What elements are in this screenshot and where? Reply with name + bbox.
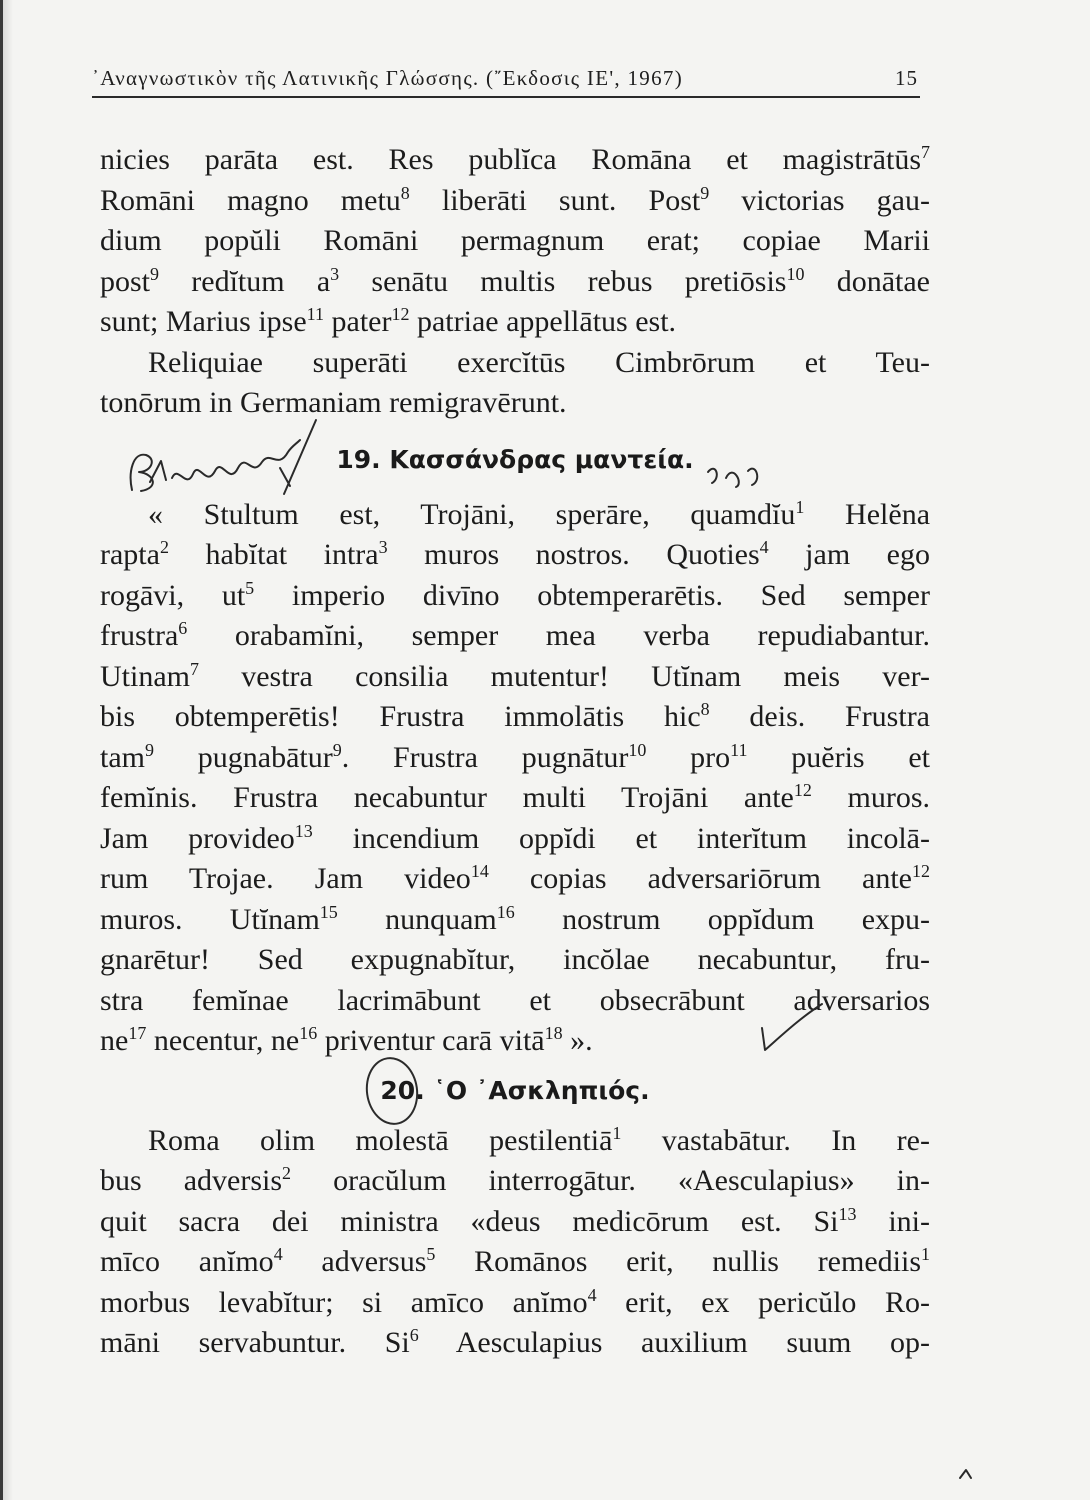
text-line	[100, 1021, 930, 1062]
text-run: vestra consilia mutentur! Utĭnam meis ver-	[199, 659, 930, 693]
text-line	[100, 221, 930, 262]
footnote-marker: 16	[299, 1023, 318, 1044]
text-line	[100, 859, 930, 900]
paragraph	[100, 1121, 930, 1364]
footnote-marker: 2	[159, 537, 169, 558]
text-run: frustra	[100, 619, 179, 652]
footnote-marker: 15	[319, 901, 338, 922]
text-run: habĭtat intra	[168, 538, 379, 571]
text-run: nostrum oppĭdum expu-	[514, 902, 930, 936]
text-line	[100, 343, 930, 384]
text-run: « Stultum est, Trojāni, sperāre, quamdĭu	[148, 497, 796, 531]
footnote-marker: 11	[730, 739, 748, 760]
footnote-marker: 10	[786, 263, 805, 284]
text-run: necentur, ne	[146, 1024, 300, 1057]
text-line	[100, 1202, 930, 1243]
text-run: redĭtum a	[159, 264, 331, 298]
footnote-marker: 10	[628, 739, 647, 760]
text-run: erit, ex pericŭlo Ro-	[596, 1285, 930, 1319]
text-run: dium popŭli Romāni permagnum erat; copiae Marii	[100, 224, 930, 257]
text-line	[100, 1323, 930, 1364]
text-run: gnarētur! Sed expugnabĭtur, incŏlae necabuntur, fru-	[100, 943, 930, 976]
footnote-marker: 17	[128, 1023, 147, 1044]
footnote-marker: 8	[700, 699, 710, 720]
text-run: māni servabuntur. Si	[100, 1326, 410, 1359]
text-line	[100, 616, 930, 657]
text-run: oracŭlum interrogātur. «Aesculapius» in-	[291, 1164, 930, 1197]
text-line	[100, 940, 930, 981]
section-heading	[100, 440, 930, 480]
text-run: donātae	[804, 264, 930, 298]
footnote-marker: 4	[273, 1244, 283, 1265]
text-line	[100, 981, 930, 1022]
text-run: sunt; Marius ipse	[100, 305, 307, 338]
text-run: . Frustra pugnātur	[341, 740, 629, 774]
text-run: adversus	[282, 1245, 427, 1278]
footnote-marker: 18	[544, 1023, 563, 1044]
text-run: bus adversis	[100, 1164, 283, 1197]
text-run: ».	[562, 1024, 593, 1057]
text-run: tonōrum in Germaniam remigravērunt.	[100, 386, 567, 419]
text-run: muros.	[811, 781, 930, 814]
text-run: tam	[100, 740, 145, 774]
paragraph	[100, 495, 930, 1062]
footnote-marker: 5	[426, 1244, 436, 1265]
section-heading	[100, 1071, 930, 1111]
text-line	[100, 1242, 930, 1283]
text-run: quit sacra dei ministra «deus medicōrum est. Si	[100, 1204, 839, 1238]
text-run: femĭnis. Frustra necabuntur multi Trojāni ante	[100, 781, 794, 814]
text-line	[100, 181, 930, 222]
text-run: morbus levabĭtur; si amīco anĭmo	[100, 1285, 588, 1319]
text-run: rapta	[100, 538, 160, 571]
text-line	[100, 657, 930, 698]
paragraph	[100, 343, 930, 424]
paragraph	[100, 140, 930, 343]
section-title: Κασσάνδρας μαντεία.	[389, 444, 694, 474]
text-run: nicies parāta est. Res publĭca Romāna et magistrātūs	[100, 143, 921, 176]
text-run: muros nostros. Quoties	[387, 538, 760, 571]
footnote-marker: 1	[921, 1244, 930, 1265]
text-line	[100, 1121, 930, 1162]
footnote-marker: 5	[245, 577, 255, 598]
footnote-marker: 4	[759, 537, 769, 558]
text-run: Jam provideo	[100, 821, 295, 855]
footnote-marker: 1	[612, 1122, 622, 1143]
page-binding-shadow	[3, 0, 13, 1500]
text-run: puĕris et	[747, 740, 930, 774]
section	[100, 440, 930, 1062]
section	[100, 140, 930, 424]
footnote-marker: 2	[282, 1163, 292, 1184]
text-run: Roma olim molestā pestilentiā	[148, 1123, 613, 1157]
text-run: copias adversariōrum ante	[488, 862, 912, 895]
text-run: Helĕna	[804, 497, 930, 531]
text-line	[100, 495, 930, 536]
text-run: pro	[646, 740, 731, 774]
footnote-marker: 12	[912, 861, 930, 882]
section-number: 20.	[380, 1071, 424, 1111]
text-run: senātu multis rebus pretiōsis	[339, 264, 787, 298]
footnote-marker: 3	[378, 537, 388, 558]
text-run: Romānos erit, nullis remediis	[435, 1245, 921, 1278]
text-line	[100, 1161, 930, 1202]
footnote-marker: 6	[409, 1325, 419, 1346]
footnote-marker: 9	[332, 739, 342, 760]
text-run: pater	[324, 305, 392, 338]
text-run: muros. Utĭnam	[100, 902, 320, 936]
text-line	[100, 262, 930, 303]
text-run: Reliquiae superāti exercĭtūs Cimbrōrum et Teu-	[148, 345, 930, 379]
text-run: jam ego	[768, 538, 930, 571]
handwritten-stray-mark	[960, 1470, 971, 1478]
footnote-marker: 7	[921, 142, 930, 163]
text-run: rogāvi, ut	[100, 578, 246, 612]
text-line	[100, 576, 930, 617]
text-run: rum Trojae. Jam video	[100, 862, 471, 895]
footnote-marker: 7	[190, 658, 199, 679]
text-line	[100, 778, 930, 819]
page-number: 15	[895, 66, 918, 90]
text-line	[100, 140, 930, 181]
text-run: orabamĭni, semper mea verba repudiabantur.	[187, 619, 930, 652]
text-run: pugnabātur	[154, 740, 333, 774]
section-number: 19.	[336, 444, 381, 474]
footnote-marker: 3	[330, 263, 340, 284]
text-run: priventur carā vitā	[317, 1024, 545, 1057]
section	[100, 1071, 930, 1364]
text-line	[100, 819, 930, 860]
text-line	[100, 697, 930, 738]
text-run: imperio divīno obtemperarētis. Sed semper	[254, 578, 930, 612]
footnote-marker: 16	[496, 901, 515, 922]
footnote-marker: 13	[294, 820, 313, 841]
text-run: Utinam	[100, 659, 190, 693]
section-title: ῾Ο ᾿Ασκληπιός.	[433, 1075, 650, 1105]
text-run: victorias gau-	[709, 183, 930, 217]
text-run: ini-	[856, 1204, 930, 1238]
footnote-marker: 6	[178, 618, 188, 639]
running-title: ᾿Αναγνωστικὸν τῆς Λατινικῆς Γλώσσης. (῎Εκδοσις ΙΕ', 1967)	[92, 66, 683, 90]
footnote-marker: 1	[795, 496, 805, 517]
page-header	[92, 60, 920, 98]
text-run: patriae appellātus est.	[409, 305, 677, 338]
text-run: nunquam	[337, 902, 497, 936]
text-line	[100, 383, 930, 424]
footnote-marker: 9	[145, 739, 154, 760]
text-run: Romāni magno metu	[100, 183, 401, 217]
text-line	[100, 738, 930, 779]
footnote-marker: 11	[306, 304, 325, 325]
text-line	[100, 900, 930, 941]
footnote-marker: 8	[400, 182, 410, 203]
footnote-marker: 12	[793, 780, 812, 801]
text-run: deis. Frustra	[709, 700, 930, 733]
footnote-marker: 14	[470, 861, 489, 882]
text-run: Aesculapius auxilium suum op-	[418, 1326, 930, 1359]
footnote-marker: 4	[587, 1284, 597, 1305]
text-run: vastabātur. In re-	[621, 1123, 930, 1157]
text-run: stra femĭnae lacrimābunt et obsecrābunt adversarios	[100, 983, 930, 1017]
footnote-marker: 13	[838, 1203, 857, 1224]
text-run: post	[100, 264, 151, 298]
text-line	[100, 302, 930, 343]
text-line	[100, 535, 930, 576]
footnote-marker: 9	[150, 263, 160, 284]
text-line	[100, 1283, 930, 1324]
footnote-marker: 9	[700, 182, 710, 203]
text-run: liberāti sunt. Post	[409, 183, 701, 217]
text-run: mīco anĭmo	[100, 1245, 274, 1278]
body-text	[100, 140, 930, 1364]
text-run: incendium oppĭdi et interĭtum incolā-	[312, 821, 930, 855]
footnote-marker: 12	[391, 304, 410, 325]
text-run: ne	[100, 1024, 129, 1057]
text-run: bis obtemperētis! Frustra immolātis hic	[100, 700, 701, 733]
